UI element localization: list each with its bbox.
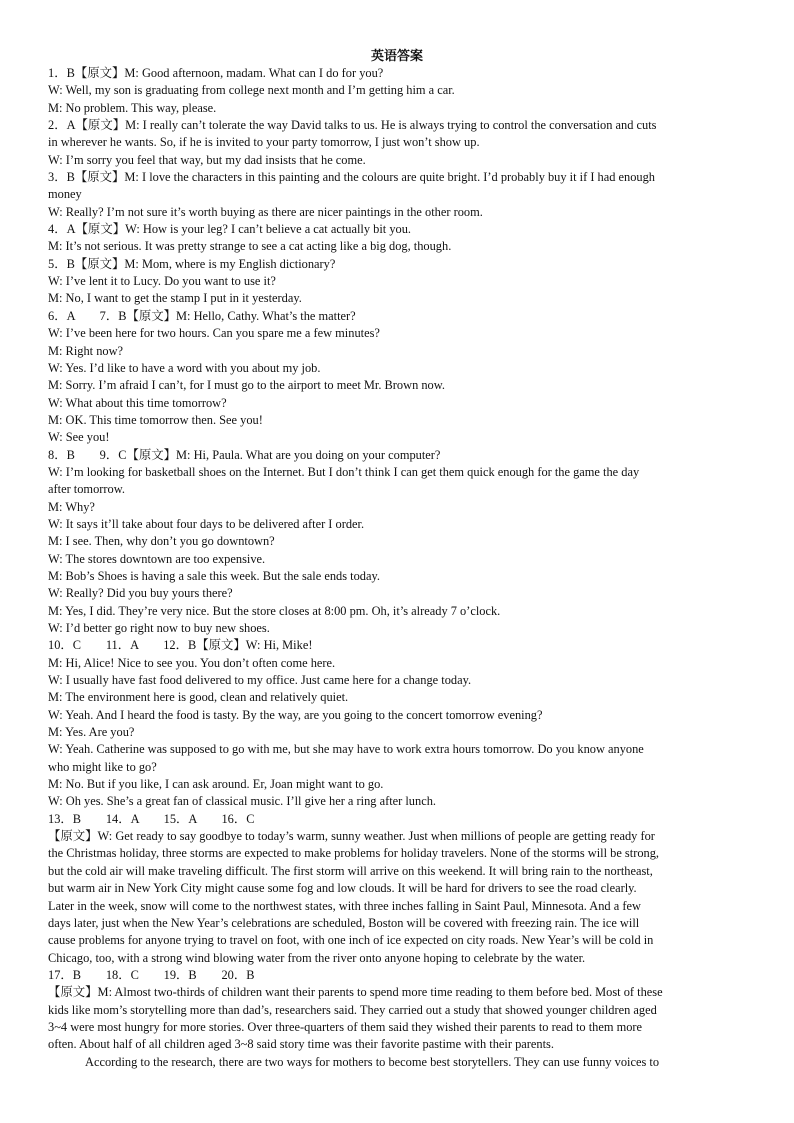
text-line: in wherever he wants. So, if he is invited to your party tomorrow, I just won’t show up. <box>48 135 480 150</box>
text-line: 【原文】M: Almost two-thirds of children want their parents to spend more time reading to them before bed. Most of these <box>48 985 663 1000</box>
text-line: W: The stores downtown are too expensive. <box>48 551 266 566</box>
text-line: 1．B【原文】M: Good afternoon, madam. What can I do for you? <box>48 66 384 80</box>
text-line: but warm air in New York City might cause some fog and low clouds. It will be hard for drivers to see the road clearly. <box>48 881 637 896</box>
text-line: 5．B【原文】M: Mom, where is my English dictionary? <box>48 256 336 271</box>
text-line: often. About half of all children aged 3~8 said story time was their favorite pastime with their parents. <box>48 1037 554 1052</box>
text-line: M: OK. This time tomorrow then. See you! <box>48 412 263 427</box>
text-line: W: Well, my son is graduating from college next month and I’m getting him a car. <box>48 83 455 98</box>
text-line: W: Yeah. Catherine was supposed to go with me, but she may have to work extra hours tomorrow. Do you know anyone <box>48 742 644 757</box>
text-line: M: Sorry. I’m afraid I can’t, for I must go to the airport to meet Mr. Brown now. <box>48 378 445 393</box>
text-line: cause problems for anyone trying to travel on foot, with one inch of ice expected on city roads. New Year’s will be cold in <box>48 933 654 948</box>
text-line: 17．B 18．C 19．B 20．B <box>48 967 255 982</box>
text-line: 4．A【原文】W: How is your leg? I can’t believe a cat actually bit you. <box>48 222 412 237</box>
text-line: days later, just when the New Year’s celebrations are scheduled, Boston will be covered with freezing rain. The ice will <box>48 915 640 930</box>
text-line: M: Yes. Are you? <box>48 725 135 740</box>
text-line: 6．A 7．B【原文】M: Hello, Cathy. What’s the matter? <box>48 308 356 323</box>
text-line: M: Hi, Alice! Nice to see you. You don’t often come here. <box>48 655 336 670</box>
text-line: M: No, I want to get the stamp I put in it yesterday. <box>48 291 302 306</box>
text-line: W: See you! <box>48 430 110 445</box>
text-line: 3~4 were most hungry for more stories. Over three-quarters of them said they wished their parents to read to them more <box>48 1019 643 1034</box>
text-line: Chicago, too, with a strong wind blowing water from the river onto anyone hoping to celebrate by the water. <box>48 950 586 965</box>
text-line: M: No problem. This way, please. <box>48 100 217 115</box>
text-line: M: It’s not serious. It was pretty strange to see a cat acting like a big dog, though. <box>48 239 452 254</box>
text-line: W: I’ve lent it to Lucy. Do you want to use it? <box>48 274 276 289</box>
text-line: 10．C 11．A 12．B【原文】W: Hi, Mike! <box>48 638 313 653</box>
text-line: 【原文】W: Get ready to say goodbye to today’s warm, sunny weather. Just when millions of people are getting ready for <box>48 829 655 844</box>
text-line: after tomorrow. <box>48 482 125 497</box>
text-line: W: I’m looking for basketball shoes on the Internet. But I don’t think I can get them quick enough for the game the day <box>48 464 640 479</box>
text-line: kids like mom’s storytelling more than dad’s, researchers said. They carried out a study that showed younger children aged <box>48 1002 657 1017</box>
page-title: 英语答案 <box>370 49 423 64</box>
text-line: W: I usually have fast food delivered to my office. Just came here for a change today. <box>48 673 472 688</box>
text-line: According to the research, there are two ways for mothers to become best storytellers. They can use funny voices to <box>85 1054 660 1069</box>
text-line: 8．B 9．C【原文】M: Hi, Paula. What are you doing on your computer? <box>48 447 441 462</box>
text-line: W: Yeah. And I heard the food is tasty. By the way, are you going to the concert tomorrow evening? <box>48 707 543 722</box>
text-line: W: Really? Did you buy yours there? <box>48 586 233 601</box>
text-line: W: Yes. I’d like to have a word with you about my job. <box>48 360 321 375</box>
text-line: Later in the week, snow will come to the northwest states, with three inches falling in Saint Paul, Minnesota. And a few <box>48 898 641 913</box>
text-line: W: What about this time tomorrow? <box>48 395 227 410</box>
text-line: but the cold air will make traveling difficult. The first storm will arrive on this weekend. It will bring rain to the northeast, <box>48 863 653 878</box>
text-line: M: The environment here is good, clean and relatively quiet. <box>48 690 349 705</box>
text-line: M: Right now? <box>48 343 124 358</box>
text-line: 2．A【原文】M: I really can’t tolerate the way David talks to us. He is always trying to control the conversation and cuts <box>48 118 657 133</box>
text-line: W: Really? I’m not sure it’s worth buying as there are nicer paintings in the other room. <box>48 204 483 219</box>
answer-text-body <box>48 65 744 1071</box>
text-line: 3．B【原文】M: I love the characters in this painting and the colours are quite bright. I’d probably buy it if I had enough <box>48 170 656 185</box>
text-line: M: Yes, I did. They’re very nice. But the store closes at 8:00 pm. Oh, it’s already 7 o’clock. <box>48 603 501 618</box>
text-line: who might like to go? <box>48 759 157 774</box>
text-line: W: I’ve been here for two hours. Can you spare me a few minutes? <box>48 326 380 341</box>
text-line: W: It says it’ll take about four days to be delivered after I order. <box>48 516 365 531</box>
text-line: W: Oh yes. She’s a great fan of classical music. I’ll give her a ring after lunch. <box>48 794 436 809</box>
text-line: M: Why? <box>48 499 95 514</box>
text-line: M: I see. Then, why don’t you go downtown? <box>48 534 275 549</box>
text-line: M: Bob’s Shoes is having a sale this week. But the sale ends today. <box>48 568 380 583</box>
text-line: M: No. But if you like, I can ask around. Er, Joan might want to go. <box>48 777 384 792</box>
text-line: W: I’m sorry you feel that way, but my dad insists that he come. <box>48 152 366 167</box>
text-line: 13．B 14．A 15．A 16．C <box>48 811 255 826</box>
text-line: the Christmas holiday, three storms are expected to make problems for holiday travelers. None of the storms will be strong, <box>48 846 660 861</box>
text-line: money <box>48 187 82 202</box>
text-line: W: I’d better go right now to buy new shoes. <box>48 621 270 635</box>
